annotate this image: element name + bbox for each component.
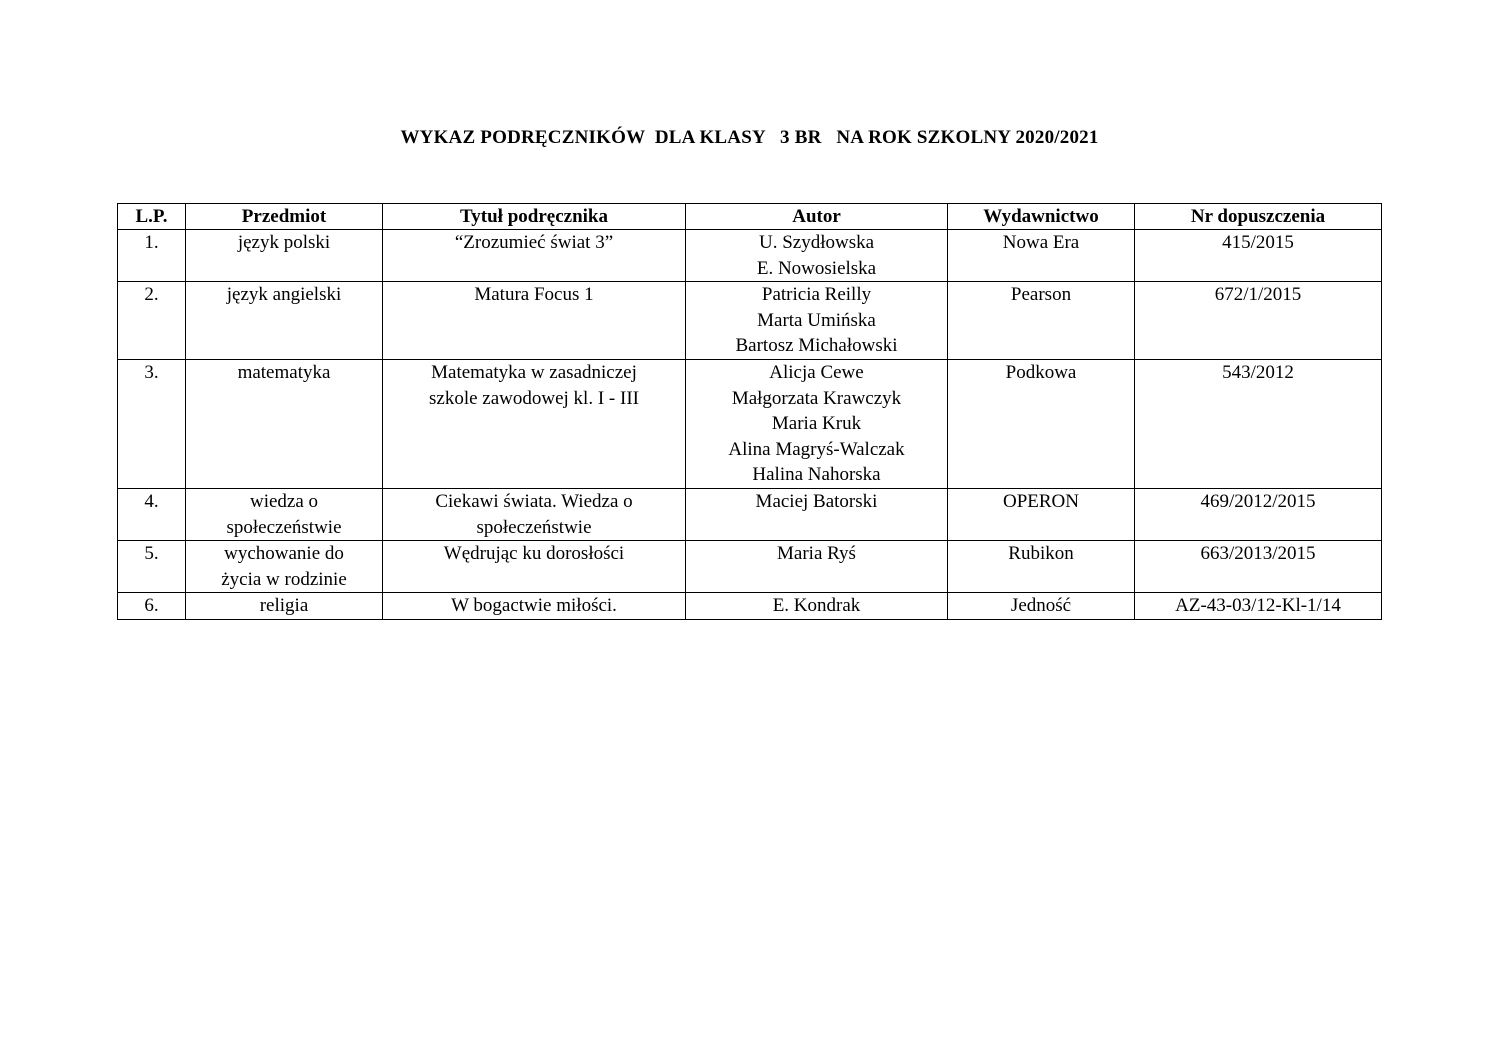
cell-publisher: OPERON — [948, 488, 1135, 540]
cell-line: Matematyka w zasadniczej — [431, 361, 637, 383]
cell-author — [686, 230, 948, 282]
cell-publisher: Jedność — [948, 593, 1135, 620]
cell-line: Maciej Batorski — [755, 490, 878, 512]
cell-line: Bartosz Michałowski — [735, 335, 898, 357]
cell-lp: 5. — [118, 541, 186, 593]
cell-approval: 672/1/2015 — [1135, 282, 1382, 360]
cell-author — [686, 488, 948, 540]
cell-approval: 543/2012 — [1135, 359, 1382, 488]
cell-title — [383, 593, 686, 620]
header-title: Tytuł podręcznika — [383, 204, 686, 230]
cell-line: “Zrozumieć świat 3” — [454, 232, 614, 253]
table-row — [118, 593, 1382, 620]
cell-lp: 3. — [118, 359, 186, 488]
cell-line: Maria Ryś — [777, 543, 856, 565]
header-author: Autor — [686, 204, 948, 230]
cell-author — [686, 282, 948, 360]
cell-approval: AZ-43-03/12-Kl-1/14 — [1135, 593, 1382, 620]
table-row — [118, 488, 1382, 540]
table-row — [118, 541, 1382, 593]
cell-approval: 663/2013/2015 — [1135, 541, 1382, 593]
cell-line: W bogactwie miłości. — [451, 595, 617, 617]
cell-subject — [186, 541, 383, 593]
cell-line: język angielski — [226, 284, 342, 306]
cell-line: religia — [259, 595, 309, 617]
cell-line: Maria Kruk — [771, 413, 862, 435]
cell-line: Ciekawi świata. Wiedza o — [435, 490, 633, 512]
cell-approval: 469/2012/2015 — [1135, 488, 1382, 540]
cell-line: E. Kondrak — [772, 595, 861, 617]
cell-approval: 415/2015 — [1135, 230, 1382, 282]
table-row — [118, 230, 1382, 282]
cell-subject — [186, 593, 383, 620]
cell-line: język polski — [237, 232, 331, 253]
cell-line: Halina Nahorska — [752, 464, 881, 486]
cell-line: wiedza o — [249, 490, 319, 512]
cell-subject — [186, 488, 383, 540]
cell-title — [383, 230, 686, 282]
cell-line: U. Szydłowska — [758, 232, 875, 253]
cell-author — [686, 359, 948, 488]
textbook-table — [117, 203, 1382, 620]
cell-line: Alicja Cewe — [769, 361, 864, 383]
cell-lp: 4. — [118, 488, 186, 540]
cell-line: życia w rodzinie — [221, 568, 347, 590]
cell-line: szkole zawodowej kl. I - III — [429, 387, 639, 409]
cell-title — [383, 488, 686, 540]
cell-line: E. Nowosielska — [756, 257, 877, 279]
cell-publisher: Pearson — [948, 282, 1135, 360]
cell-line: matematyka — [237, 361, 331, 383]
cell-line: Alina Magryś-Walczak — [728, 438, 905, 460]
cell-lp: 6. — [118, 593, 186, 620]
cell-subject — [186, 230, 383, 282]
cell-line: Matura Focus 1 — [474, 284, 594, 306]
cell-subject — [186, 359, 383, 488]
cell-line: społeczeństwie — [226, 516, 342, 538]
cell-lp: 1. — [118, 230, 186, 282]
cell-line: wychowanie do — [224, 543, 344, 565]
table-row — [118, 359, 1382, 488]
header-lp: L.P. — [118, 204, 186, 230]
cell-title — [383, 541, 686, 593]
cell-line: Patricia Reilly — [761, 284, 872, 306]
cell-author — [686, 541, 948, 593]
cell-line: społeczeństwie — [476, 516, 592, 538]
cell-title — [383, 359, 686, 488]
table-row — [118, 282, 1382, 360]
cell-author — [686, 593, 948, 620]
header-approval-number: Nr dopuszczenia — [1135, 204, 1382, 230]
cell-lp: 2. — [118, 282, 186, 360]
header-publisher: Wydawnictwo — [948, 204, 1135, 230]
cell-line: Wędrując ku dorosłości — [443, 543, 625, 565]
header-subject: Przedmiot — [186, 204, 383, 230]
cell-line: Małgorzata Krawczyk — [731, 387, 902, 409]
page-title: WYKAZ PODRĘCZNIKÓW DLA KLASY 3 BR NA ROK SZKOLNY 2020/2021 — [400, 127, 1099, 148]
cell-publisher: Podkowa — [948, 359, 1135, 488]
cell-publisher: Rubikon — [948, 541, 1135, 593]
cell-publisher: Nowa Era — [948, 230, 1135, 282]
table-header-row — [118, 204, 1382, 230]
cell-subject — [186, 282, 383, 360]
cell-title — [383, 282, 686, 360]
cell-line: Marta Umińska — [757, 309, 876, 331]
